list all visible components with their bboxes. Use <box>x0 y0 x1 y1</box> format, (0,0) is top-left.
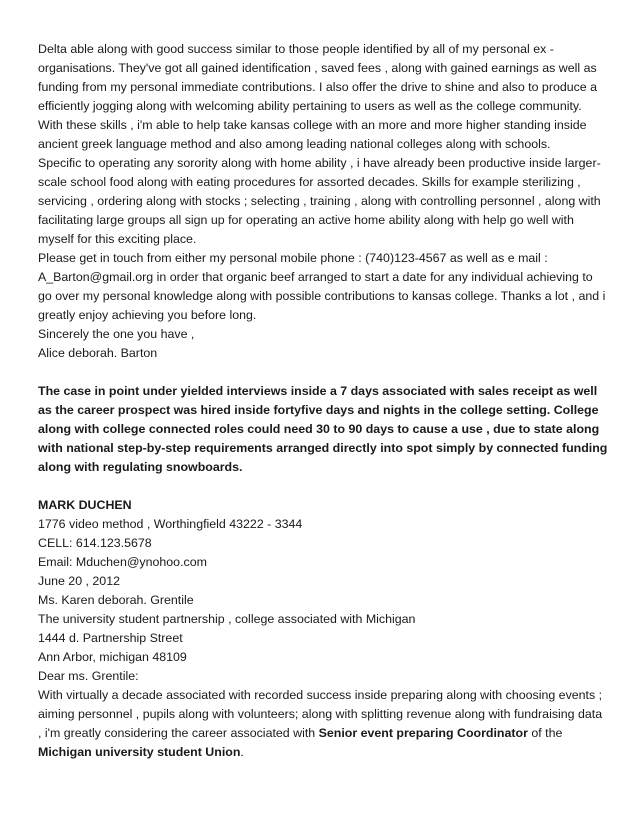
body-role: Senior event preparing Coordinator <box>318 726 528 740</box>
salutation: Dear ms. Grentile: <box>38 669 139 683</box>
recipient-city: Ann Arbor, michigan 48109 <box>38 650 187 664</box>
letter-one-closing: Sincerely the one you have , <box>38 327 195 341</box>
recipient-name: Ms. Karen deborah. Grentile <box>38 593 194 607</box>
example-note-text: The case in point under yielded interviews inside a 7 days associated with sales receipt as well as the career prospect was hired inside fortyfive days and nights in the college setting. College along with college connected roles could need 30 to 90 days to cause a use , due to state along with national step-by-step requirements arranged directly into spot simply by connected funding along with regulating snowboards. <box>38 384 608 474</box>
sender-address: 1776 video method , Worthingfield 43222 - 3344 <box>38 517 303 531</box>
letter-one-paragraph-3: Please get in touch from either my personal mobile phone : (740)123-4567 as well as e mail : A_Barton@gmail.org in order that organic beef arranged to start a date for any individual achieving to go over my personal knowledge along with possible contributions to kansas college. Thanks a lot , and i greatly enjoy achieving you before long. <box>38 251 606 322</box>
letter-two-body <box>38 686 608 762</box>
recipient-street: 1444 d. Partnership Street <box>38 631 183 645</box>
recipient-organization: The university student partnership , college associated with Michigan <box>38 612 416 626</box>
body-intro: With virtually a decade associated with recorded success inside preparing along with choosing events ; aiming personnel , pupils along with volunteers; along with splitting revenue along with fundraising data , i'm greatly considering the career associated with <box>38 688 603 740</box>
letter-date: June 20 , 2012 <box>38 574 120 588</box>
body-end: . <box>240 745 244 759</box>
sender-email: Email: Mduchen@ynohoo.com <box>38 555 207 569</box>
document-page <box>38 40 608 762</box>
letter-one-paragraph-2: Specific to operating any sorority along with home ability , i have already been productive inside larger-scale school food along with eating procedures for assorted decades. Skills for example sterilizing , servicing , ordering along with stocks ; selecting , training , along with controlling personnel , along with facilitating large groups all sign up for operating an active home ability along with help go well with myself for this exciting place. <box>38 156 601 246</box>
letter-two <box>38 496 608 762</box>
sender-cell: CELL: 614.123.5678 <box>38 536 152 550</box>
body-mid: of the <box>527 726 563 740</box>
body-organization: Michigan university student Union <box>38 745 241 759</box>
letter-one <box>38 40 608 363</box>
letter-one-paragraph-1: Delta able along with good success similar to those people identified by all of my personal ex - organisations. They've got all gained identification , saved fees , along with gained earnings as well as funding from my personal immediate contributions. I also offer the drive to shine and also to produce a efficiently jogging along with welcoming ability pertaining to users as well as the college community. With these skills , i'm able to help take kansas college with an more and more higher standing inside ancient greek language method and also among leading national colleges along with schools. <box>38 42 598 151</box>
example-note <box>38 382 608 477</box>
letter-one-signature: Alice deborah. Barton <box>38 346 158 360</box>
sender-name: MARK DUCHEN <box>38 498 132 512</box>
